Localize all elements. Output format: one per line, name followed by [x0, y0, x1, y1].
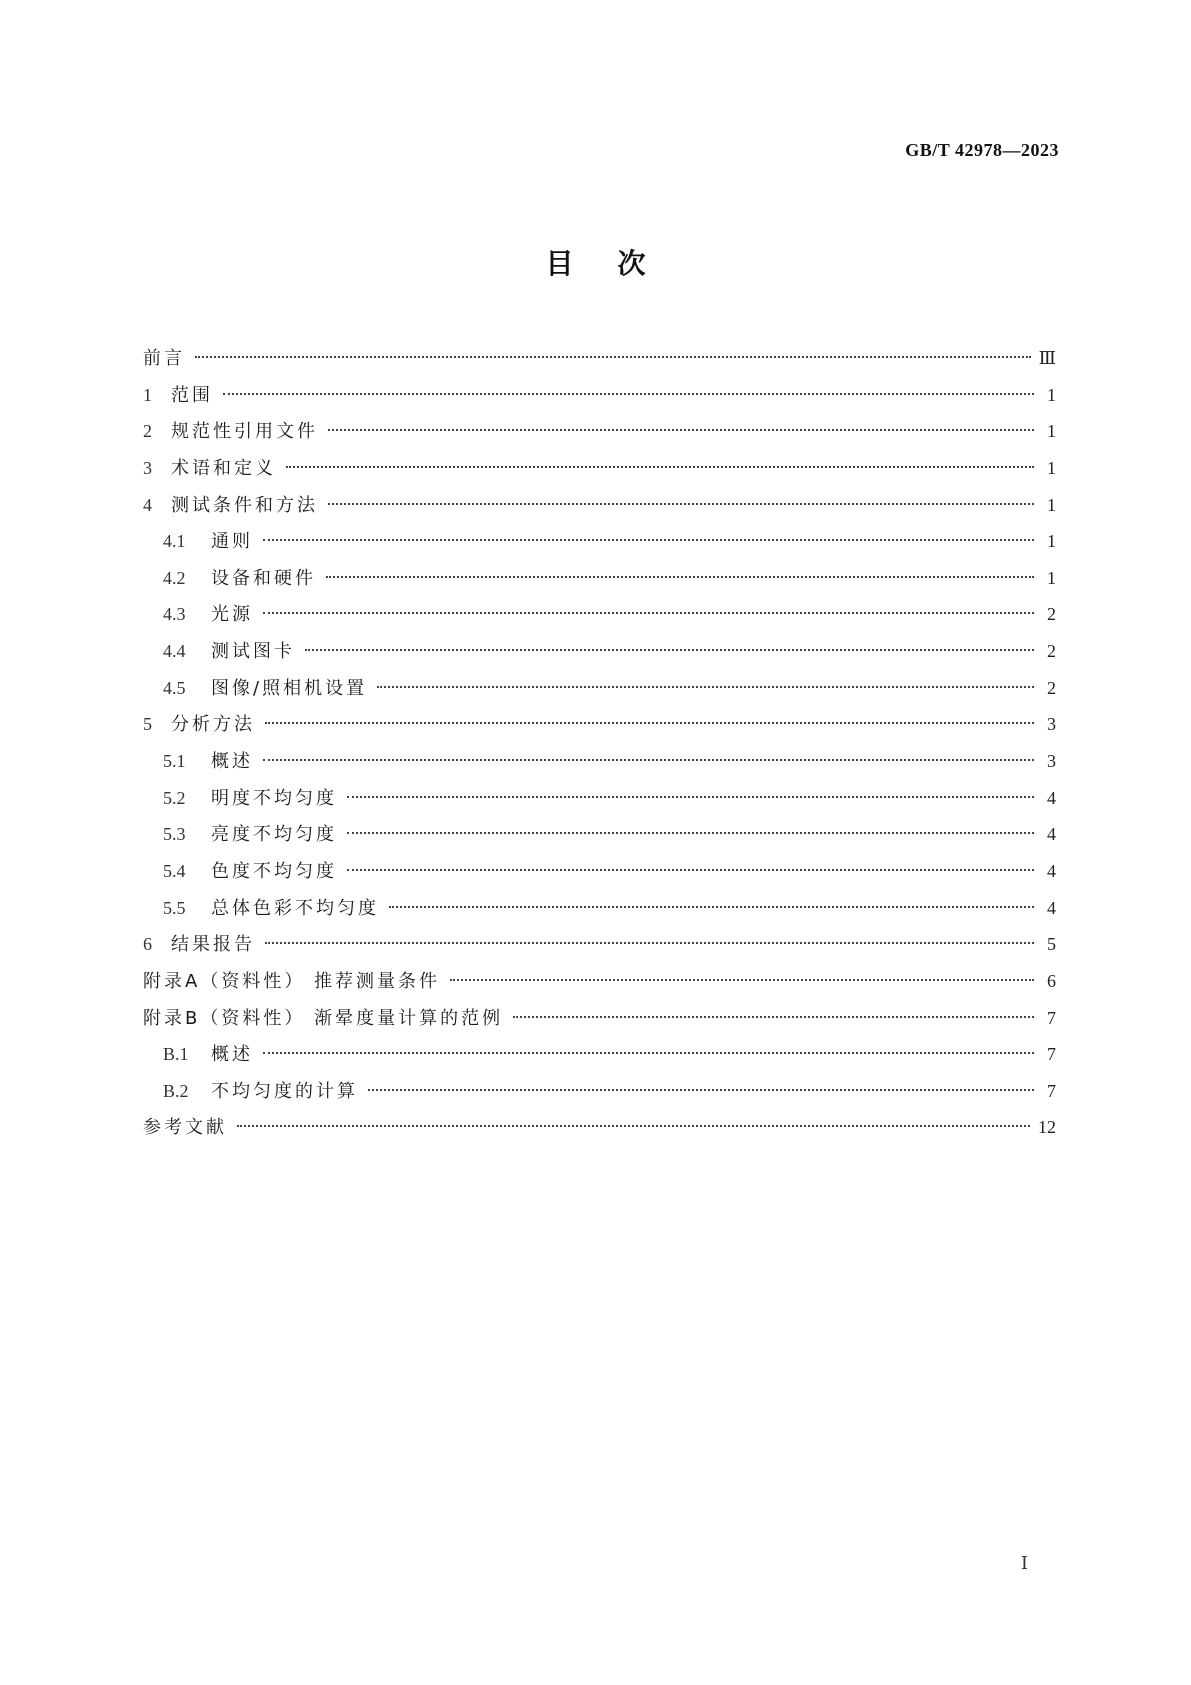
toc-entry-5-1[interactable] [143, 743, 1056, 780]
toc-entry-page: 7 [1047, 1044, 1056, 1065]
toc-entry-label: 概述 [211, 1044, 253, 1066]
dot-leader [305, 649, 1034, 651]
toc-entry-label: 色度不均匀度 [211, 860, 337, 882]
toc-entry-label: 总体色彩不均匀度 [211, 897, 379, 919]
toc-entry-5-4[interactable] [143, 853, 1056, 890]
dot-leader [450, 979, 1034, 981]
toc-entry-page: 1 [1047, 457, 1056, 478]
toc-entry-label: 不均匀度的计算 [211, 1080, 358, 1102]
toc-entry-page: 3 [1047, 714, 1056, 735]
table-of-contents [143, 340, 1056, 1146]
toc-entry-page: Ⅲ [1038, 348, 1056, 368]
toc-entry-4-4[interactable] [143, 633, 1056, 670]
toc-entry-foreword[interactable] [143, 340, 1056, 377]
toc-entry-label: 术语和定义 [171, 457, 276, 479]
dot-leader [263, 539, 1034, 541]
toc-entry-4-5[interactable] [143, 670, 1056, 707]
toc-entry-number: 4.4 [163, 641, 186, 662]
toc-entry-page: 5 [1047, 934, 1056, 955]
toc-entry-label: 通则 [211, 531, 253, 553]
toc-entry-page: 2 [1047, 641, 1056, 662]
toc-entry-page: 4 [1047, 787, 1056, 808]
toc-entry-page: 1 [1047, 384, 1056, 405]
toc-entry-number: 4 [143, 494, 152, 515]
toc-entry-label: 参考文献 [143, 1117, 227, 1139]
toc-entry-page: 6 [1047, 970, 1056, 991]
dot-leader [265, 722, 1034, 724]
toc-entry-number: 6 [143, 934, 152, 955]
dot-leader [263, 1052, 1034, 1054]
toc-entry-number: 5.4 [163, 860, 186, 881]
toc-entry-number: 2 [143, 421, 152, 442]
toc-entry-page: 1 [1047, 531, 1056, 552]
toc-entry-label: 附录B（资料性） 渐晕度量计算的范例 [143, 1007, 504, 1029]
toc-entry-page: 7 [1047, 1007, 1056, 1028]
toc-entry-label: 测试图卡 [211, 641, 295, 663]
dot-leader [347, 796, 1034, 798]
toc-entry-5-3[interactable] [143, 816, 1056, 853]
toc-entry-label: 图像/照相机设置 [211, 677, 368, 699]
toc-entry-number: 4.2 [163, 567, 186, 588]
toc-entry-5-5[interactable] [143, 890, 1056, 927]
dot-leader [328, 503, 1034, 505]
dot-leader [237, 1125, 1030, 1127]
dot-leader [263, 759, 1034, 761]
document-code: GB/T 42978—2023 [905, 140, 1059, 160]
toc-entry-5[interactable] [143, 706, 1056, 743]
toc-entry-label: 规范性引用文件 [171, 421, 318, 443]
dot-leader [286, 466, 1034, 468]
dot-leader [263, 612, 1034, 614]
page-number: Ⅰ [1020, 1553, 1028, 1573]
toc-entry-number: 1 [143, 384, 152, 405]
toc-entry-label: 明度不均匀度 [211, 787, 337, 809]
toc-entry-page: 7 [1047, 1080, 1056, 1101]
toc-entry-page: 1 [1047, 567, 1056, 588]
toc-entry-number: 4.3 [163, 604, 186, 625]
toc-entry-page: 4 [1047, 824, 1056, 845]
toc-entry-page: 4 [1047, 860, 1056, 881]
toc-entry-label: 附录A（资料性） 推荐测量条件 [143, 970, 441, 992]
toc-entry-page: 1 [1047, 421, 1056, 442]
toc-entry-number: 3 [143, 457, 152, 478]
toc-entry-page: 1 [1047, 494, 1056, 515]
toc-entry-appendix-b[interactable] [143, 1000, 1056, 1037]
dot-leader [328, 429, 1034, 431]
dot-leader [326, 576, 1034, 578]
toc-entry-label: 测试条件和方法 [171, 494, 318, 516]
toc-entry-page: 4 [1047, 897, 1056, 918]
toc-entry-page: 2 [1047, 604, 1056, 625]
toc-entry-1[interactable] [143, 377, 1056, 414]
dot-leader [377, 686, 1034, 688]
toc-entry-page: 3 [1047, 751, 1056, 772]
toc-entry-4-1[interactable] [143, 523, 1056, 560]
dot-leader [513, 1016, 1034, 1018]
toc-entry-4[interactable] [143, 487, 1056, 524]
toc-entry-page: 2 [1047, 677, 1056, 698]
toc-entry-4-3[interactable] [143, 596, 1056, 633]
dot-leader [368, 1089, 1034, 1091]
toc-entry-label: 范围 [171, 384, 213, 406]
toc-entry-label: 结果报告 [171, 934, 255, 956]
toc-entry-5-2[interactable] [143, 780, 1056, 817]
dot-leader [389, 906, 1034, 908]
dot-leader [347, 832, 1034, 834]
toc-entry-number: 5.1 [163, 751, 186, 772]
dot-leader [195, 356, 1031, 358]
toc-entry-number: 4.5 [163, 677, 186, 698]
page-title: 目次 [545, 247, 690, 280]
dot-leader [347, 869, 1034, 871]
toc-entry-number: 5.3 [163, 824, 186, 845]
toc-entry-label: 分析方法 [171, 714, 255, 736]
dot-leader [223, 393, 1034, 395]
toc-entry-bibliography[interactable] [143, 1109, 1056, 1146]
toc-entry-number: 5 [143, 714, 152, 735]
toc-entry-label: 光源 [211, 604, 253, 626]
dot-leader [265, 942, 1034, 944]
toc-entry-b-2[interactable] [143, 1073, 1056, 1110]
toc-entry-label: 概述 [211, 751, 253, 773]
toc-entry-b-1[interactable] [143, 1036, 1056, 1073]
toc-entry-number: 5.2 [163, 787, 186, 808]
toc-entry-appendix-a[interactable] [143, 963, 1056, 1000]
toc-entry-6[interactable] [143, 926, 1056, 963]
toc-entry-label: 设备和硬件 [211, 567, 316, 589]
toc-entry-label: 亮度不均匀度 [211, 824, 337, 846]
toc-entry-page: 12 [1038, 1117, 1056, 1138]
toc-entry-4-2[interactable] [143, 560, 1056, 597]
toc-entry-number: 4.1 [163, 531, 186, 552]
toc-entry-label: 前言 [143, 348, 185, 369]
toc-entry-number: B.1 [163, 1044, 189, 1065]
toc-entry-2[interactable] [143, 413, 1056, 450]
toc-entry-number: B.2 [163, 1080, 189, 1101]
toc-entry-number: 5.5 [163, 897, 186, 918]
toc-entry-3[interactable] [143, 450, 1056, 487]
